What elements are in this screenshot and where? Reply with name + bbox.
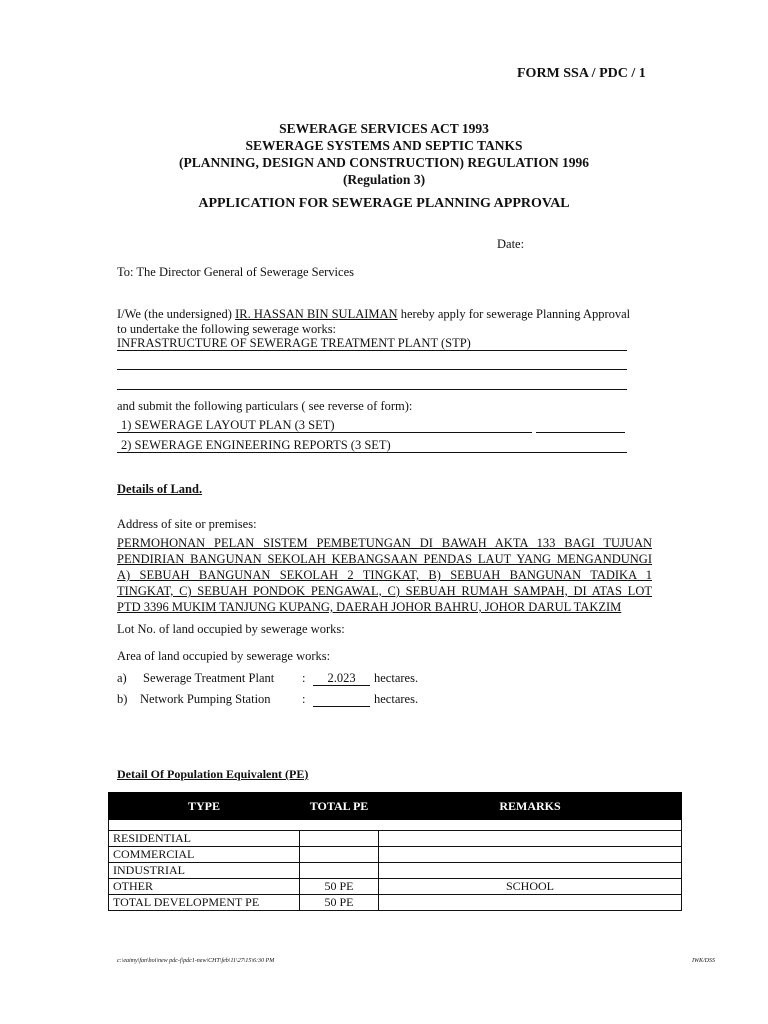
particulars-item-1-blank[interactable] [536,419,625,433]
address-line-3: A) SEBUAH BANGUNAN SEKOLAH 2 TINGKAT, B) SEBUAH BANGUNAN TADIKA 1 [117,568,652,582]
pe-type-cell: TOTAL DEVELOPMENT PE [109,895,300,911]
pump-area-field[interactable] [313,692,370,707]
particulars-item-1[interactable]: 1) SEWERAGE LAYOUT PLAN (3 SET) [117,419,532,433]
applicant-prefix: I/We (the undersigned) [117,307,232,321]
pe-remarks-cell[interactable]: SCHOOL [379,879,682,895]
form-code: FORM SSA / PDC / 1 [517,66,646,81]
stp-colon: : [302,671,306,685]
to-line: To: The Director General of Sewerage Services [117,265,354,279]
page-title: APPLICATION FOR SEWERAGE PLANNING APPROVAL [198,196,570,211]
lot-label: Lot No. of land occupied by sewerage works: [117,622,345,636]
pump-label: Network Pumping Station [140,692,271,706]
header-line-2: SEWERAGE SYSTEMS AND SEPTIC TANKS [245,138,523,153]
applicant-name[interactable]: IR. HASSAN BIN SULAIMAN [235,307,398,321]
particulars-intro: and submit the following particulars ( see reverse of form): [117,399,413,413]
pe-type-cell: INDUSTRIAL [109,863,300,879]
pe-total-cell[interactable]: 50 PE [300,895,379,911]
address-line-4: TINGKAT, C) SEBUAH PONDOK PENGAWAL, C) SEBUAH RUMAH SAMPAH, DI ATAS LOT [117,584,652,598]
table-row [109,831,682,847]
works-blank-line-1[interactable] [117,354,627,370]
header-line-3: (PLANNING, DESIGN AND CONSTRUCTION) REGULATION 1996 [178,155,590,170]
table-row [109,879,682,895]
area-label: Area of land occupied by sewerage works: [117,649,331,663]
applicant-line [117,307,630,322]
applicant-line-2: to undertake the following sewerage works: [117,322,337,336]
pe-remarks-cell[interactable] [379,895,682,911]
stp-marker: a) [117,671,127,685]
pe-table-header [109,793,682,820]
pump-unit: hectares. [374,692,419,706]
stp-unit: hectares. [374,671,419,685]
act-header [0,120,768,188]
pe-table [108,792,682,911]
pe-spacer-row [109,820,682,831]
address-line-2: PENDIRIAN BANGUNAN SEKOLAH KEBANGSAAN PENDAS LAUT YANG MENGANDUNGI [117,552,652,566]
works-field[interactable]: INFRASTRUCTURE OF SEWERAGE TREATMENT PLANT (STP) [117,336,627,351]
works-blank-line-2[interactable] [117,374,627,390]
table-row [109,863,682,879]
address-line-5: PTD 3396 MUKIM TANJUNG KUPANG, DAERAH JOHOR BAHRU, JOHOR DARUL TAKZIM [117,600,622,614]
pe-total-cell[interactable] [300,831,379,847]
pe-total-cell[interactable] [300,863,379,879]
pe-type-cell: COMMERCIAL [109,847,300,863]
header-line-4: (Regulation 3) [342,172,426,187]
pe-remarks-cell[interactable] [379,831,682,847]
applicant-suffix: hereby apply for sewerage Planning Approval [400,307,631,321]
stp-area-field[interactable]: 2.023 [313,671,370,686]
address-label: Address of site or premises: [117,517,257,531]
particulars-item-2[interactable]: 2) SEWERAGE ENGINEERING REPORTS (3 SET) [117,439,627,453]
address-field[interactable] [117,535,652,615]
footer-code: IWK/DSS [692,958,715,964]
land-heading: Details of Land. [117,482,203,496]
pe-remarks-cell[interactable] [379,863,682,879]
date-label: Date: [497,237,525,251]
address-line-1: PERMOHONAN PELAN SISTEM PEMBETUNGAN DI BAWAH AKTA 133 BAGI TUJUAN [117,536,652,550]
pe-col-total: TOTAL PE [300,793,379,820]
pe-remarks-cell[interactable] [379,847,682,863]
pe-col-remarks: REMARKS [379,793,682,820]
pe-type-cell: OTHER [109,879,300,895]
footer-path: c:\eaimy\fan\hoi\new pdc-f\pdc1-new\CHT\feb\11\27\15\6:30 PM [117,958,275,964]
pe-total-cell[interactable]: 50 PE [300,879,379,895]
pe-total-cell[interactable] [300,847,379,863]
table-row [109,895,682,911]
table-row [109,847,682,863]
pump-marker: b) [117,692,128,706]
pump-colon: : [302,692,306,706]
pe-col-type: TYPE [109,793,300,820]
pe-heading: Detail Of Population Equivalent (PE) [117,767,309,781]
stp-label: Sewerage Treatment Plant [143,671,275,685]
pe-type-cell: RESIDENTIAL [109,831,300,847]
header-line-1: SEWERAGE SERVICES ACT 1993 [279,121,489,136]
